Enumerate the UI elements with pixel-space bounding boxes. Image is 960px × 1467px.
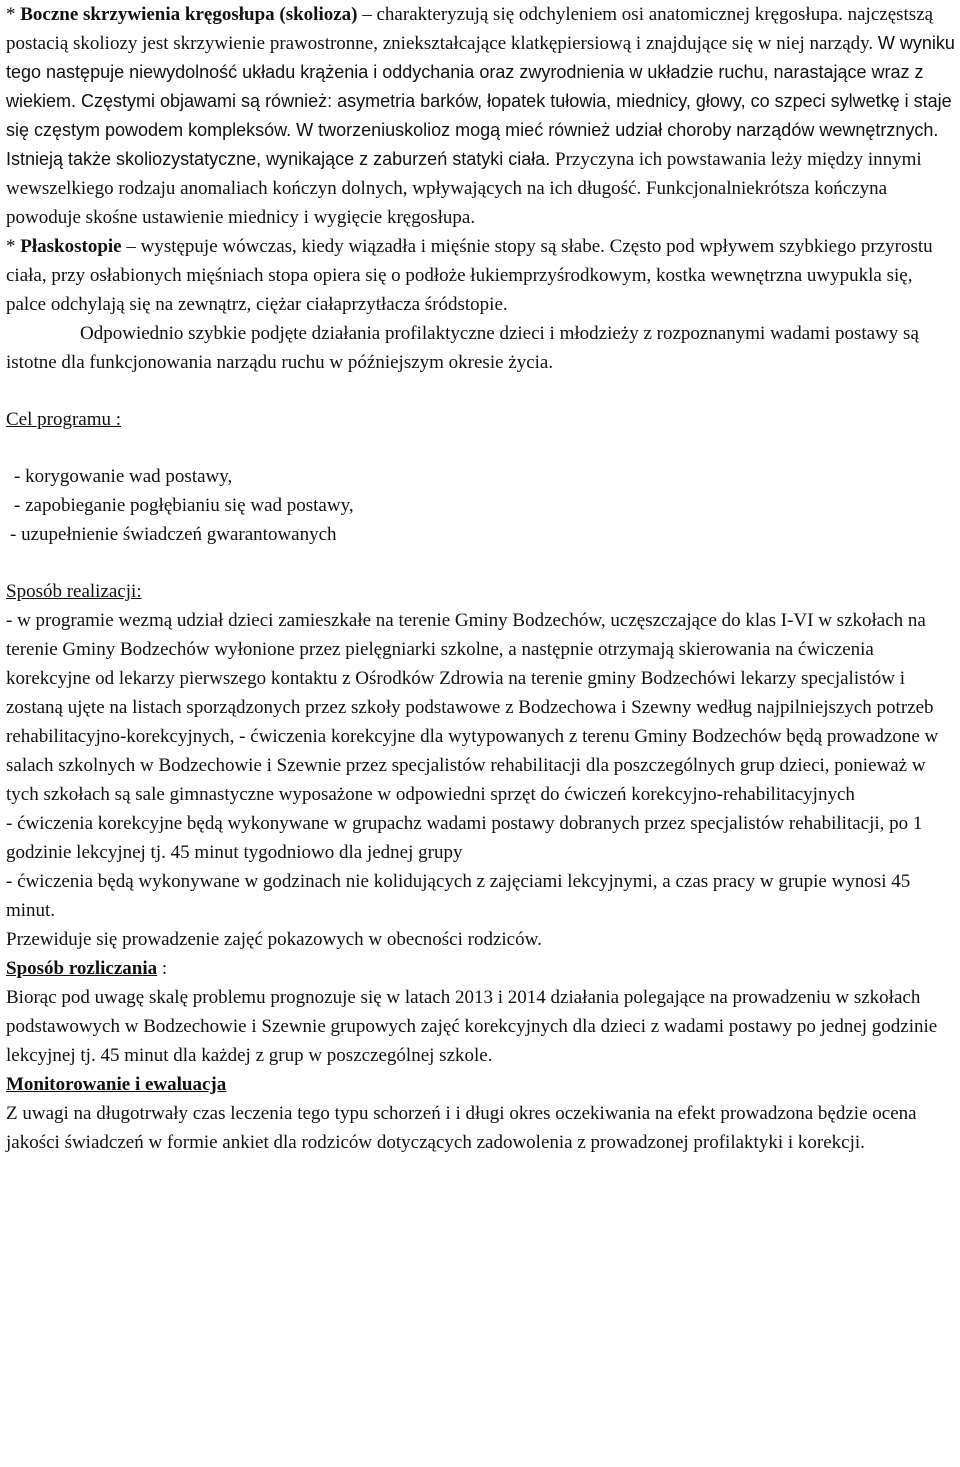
skolioza-term: Boczne skrzywienia kręgosłupa (skolioza) bbox=[20, 4, 358, 25]
monitorowanie-heading bbox=[6, 1070, 956, 1099]
skolioza-details: W wyniku tego następuje niewydolność układu krążenia i oddychania oraz zwyrodnienia w układzie ruchu, narastające wraz z wiekiem. Częstymi objawami są również: asymetria barków, łopatek tułowia, miednicy, głowy, co szpeci sylwetkę i staje się częstym powodem kompleksów. W tworzeniuskolioz mogą mieć również udział choroby narządów wewnętrznych. Istnieją także skoliozystatyczne, wynikające z zaburzeń statyki ciała. bbox=[6, 33, 955, 169]
sposob-realizacji-line: - ćwiczenia korekcyjne będą wykonywane w grupachz wadami postawy dobranych przez specjalistów rehabilitacji, po 1 godzinie lekcyjnej tj. 45 minut tygodniowo dla jednej grupy bbox=[6, 813, 923, 863]
sposob-realizacji-heading: Sposób realizacji: bbox=[6, 581, 142, 602]
skolioza-definition: – charakteryzują się odchyleniem osi anatomicznej kręgosłupa. najczęstszą postacią skoliozy jest skrzywienie prawostronne, zniekształcające klatkępiersiową i znajdujące się w niej narządy. bbox=[6, 4, 934, 54]
skolioza-paragraph bbox=[6, 0, 956, 232]
sposob-realizacji-line: - ćwiczenia będą wykonywane w godzinach nie kolidujących z zajęciami lekcyjnymi, a czas pracy w grupie wynosi 45 minut. bbox=[6, 871, 911, 921]
bullet-star: * bbox=[6, 236, 21, 257]
heading-colon: : bbox=[157, 958, 168, 979]
profilaktyka-paragraph: Odpowiednio szybkie podjęte działania profilaktyczne dzieci i młodzieży z rozpoznanymi wadami postawy są istotne dla funkcjonowania narządu ruchu w późniejszym okresie życia. bbox=[6, 323, 919, 373]
plaskostopie-paragraph bbox=[6, 232, 956, 319]
monitorowanie-text: Z uwagi na długotrwały czas leczenia tego typu schorzeń i i długi okres oczekiwania na efekt prowadzona będzie ocena jakości świadczeń w formie ankiet dla rodziców dotyczących zadowolenia z prowadzonej profilaktyki i korekcji. bbox=[6, 1103, 917, 1153]
sposob-rozliczania-heading bbox=[6, 954, 956, 983]
list-item: - zapobieganie pogłębianiu się wad postawy, bbox=[14, 495, 354, 516]
sposob-realizacji-text: - w programie wezmą udział dzieci zamieszkałe na terenie Gminy Bodzechów, uczęszczające do klas I-VI w szkołach na terenie Gminy Bodzechów wyłonione przez pielęgniarki szkolne, a następnie otrzymają skierowania na ćwiczenia korekcyjne od lekarzy pierwszego kontaktu z Ośrodków Zdrowia na terenie gminy Bodzechówi lekarzy specjalistów i zostaną ujęte na listach sporządzonych przez szkoły podstawowe z Bodzechowa i Szewny według najpilniejszych potrzeb rehabilitacyjno-korekcyjnych, - ćwiczenia korekcyjne dla wytypowanych z terenu Gminy Bodzechów będą prowadzone w salach szkolnych w Bodzechowie i Szewnie przez specjalistów rehabilitacji dla poszczególnych grup dzieci, ponieważ w tych szkołach są sale gimnastyczne wyposażone w odpowiedni sprzęt do ćwiczeń korekcyjno-rehabilitacyjnych bbox=[6, 610, 939, 805]
plaskostopie-definition: – występuje wówczas, kiedy wiązadła i mięśnie stopy są słabe. Często pod wpływem szybkiego przyrostu ciała, przy osłabionych mięśniach stopa opiera się o podłoże łukiemprzyśrodkowym, kostka wewnętrzna uwypukla się, palce odchylają się na zewnątrz, ciężar ciałaprzytłacza śródstopie. bbox=[6, 236, 933, 315]
cel-programu-list bbox=[6, 462, 956, 549]
monitorowanie-label: Monitorowanie i ewaluacja bbox=[6, 1074, 227, 1095]
sposob-rozliczania-text: Biorąc pod uwagę skalę problemu prognozuje się w latach 2013 i 2014 działania polegające na prowadzeniu w szkołach podstawowych w Bodzechowie i Szewnie grupowych zajęć korekcyjnych dla dzieci z wadami postawy po jednej godzinie lekcyjnej tj. 45 minut dla każdej z grup w poszczególnej szkole. bbox=[6, 987, 938, 1066]
list-item: - uzupełnienie świadczeń gwarantowanych bbox=[10, 524, 337, 545]
bullet-star: * bbox=[6, 4, 21, 25]
plaskostopie-term: Płaskostopie bbox=[20, 236, 122, 257]
cel-programu-heading: Cel programu : bbox=[6, 409, 122, 430]
list-item: - korygowanie wad postawy, bbox=[14, 466, 233, 487]
sposob-realizacji-line: Przewiduje się prowadzenie zajęć pokazowych w obecności rodziców. bbox=[6, 929, 542, 950]
skolioza-causes: Przyczyna ich powstawania leży między innymi wewszelkiego rodzaju anomaliach kończyn dolnych, wpływających na ich długość. Funkcjonalniekrótsza kończyna powoduje skośne ustawienie miednicy i wygięcie kręgosłupa. bbox=[6, 149, 922, 228]
sposob-rozliczania-label: Sposób rozliczania bbox=[6, 958, 158, 979]
